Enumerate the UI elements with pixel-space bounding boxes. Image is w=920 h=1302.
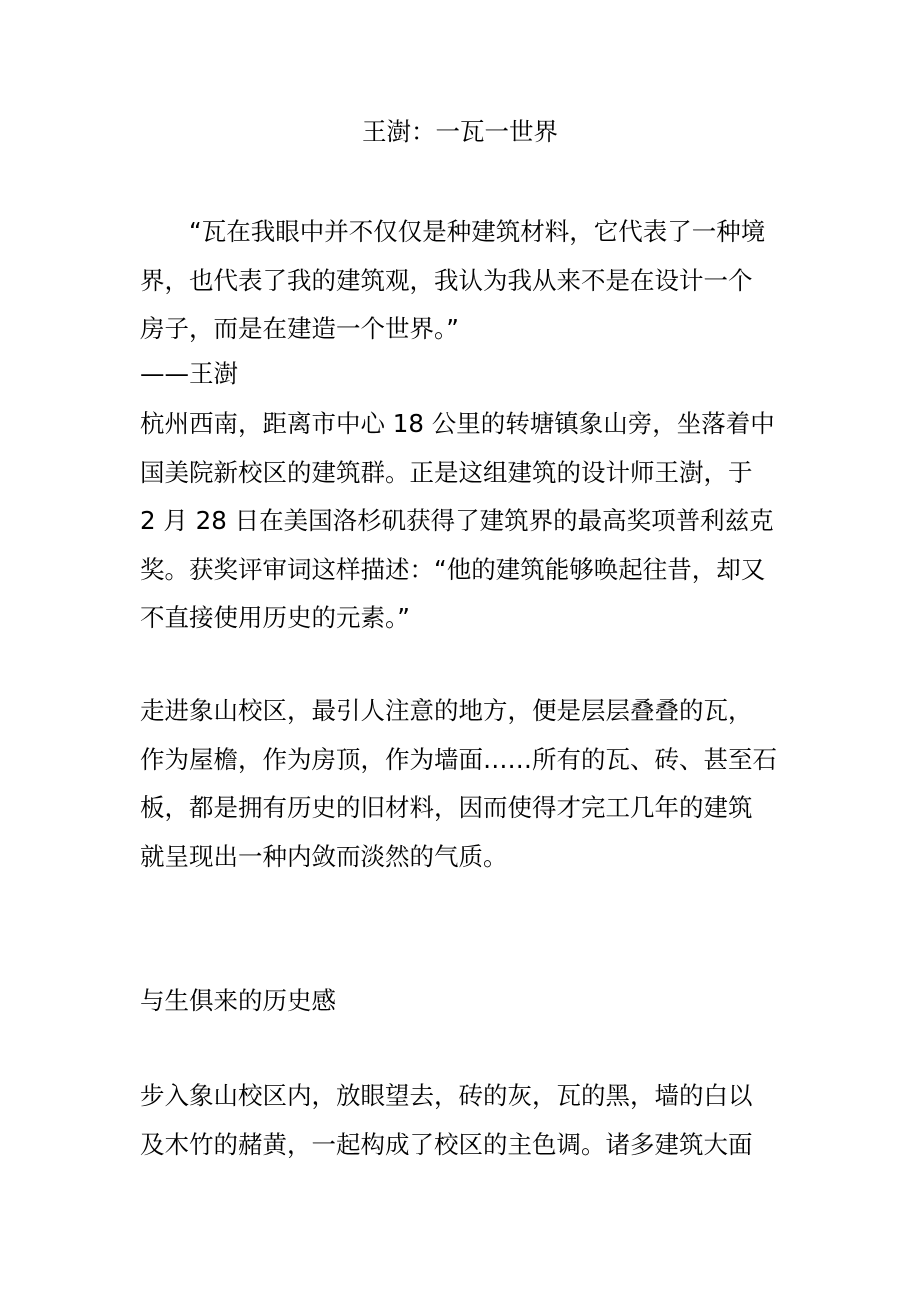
quote-block — [140, 208, 780, 354]
document-title: 王澍：一瓦一世界 — [362, 117, 558, 146]
paragraph-line: 及木竹的赭黄，一起构成了校区的主色调。诸多建筑大面 — [140, 1129, 753, 1159]
paragraph-line: 国美院新校区的建筑群。正是这组建筑的设计师王澍，于 — [140, 457, 753, 487]
paragraph-line: 杭州西南，距离市中心 18 公里的转塘镇象山旁，坐落着中 — [140, 409, 775, 438]
paragraph-line: 板，都是拥有历史的旧材料，因而使得才完工几年的建筑 — [140, 793, 753, 822]
paragraph-1 — [140, 400, 780, 643]
quote-line: 界，也代表了我的建筑观，我认为我从来不是在设计一个 — [140, 265, 753, 295]
quote-line: 房子，而是在建造一个世界。” — [140, 314, 459, 343]
section-heading: 与生俱来的历史感 — [140, 986, 336, 1015]
quote-attribution: ——王澍 — [140, 359, 238, 388]
paragraph-line: 步入象山校区内，放眼望去，砖的灰，瓦的黑，墙的白以 — [140, 1081, 753, 1110]
paragraph-line: 走进象山校区，最引人注意的地方，便是层层叠叠的瓦， — [140, 696, 753, 725]
paragraph-3 — [140, 1072, 780, 1169]
paragraph-line: 奖。获奖评审词这样描述：“他的建筑能够唤起往昔，却又 — [140, 554, 766, 584]
quote-line: “瓦在我眼中并不仅仅是种建筑材料，它代表了一种境 — [189, 217, 766, 246]
paragraph-line: 2 月 28 日在美国洛杉矶获得了建筑界的最高奖项普利兹克 — [140, 506, 774, 535]
paragraph-2 — [140, 687, 780, 881]
paragraph-line: 就呈现出一种内敛而淡然的气质。 — [140, 841, 508, 871]
paragraph-line: 作为屋檐，作为房顶，作为墙面……所有的瓦、砖、甚至石 — [140, 744, 777, 774]
paragraph-line: 不直接使用历史的元素。” — [140, 603, 410, 632]
